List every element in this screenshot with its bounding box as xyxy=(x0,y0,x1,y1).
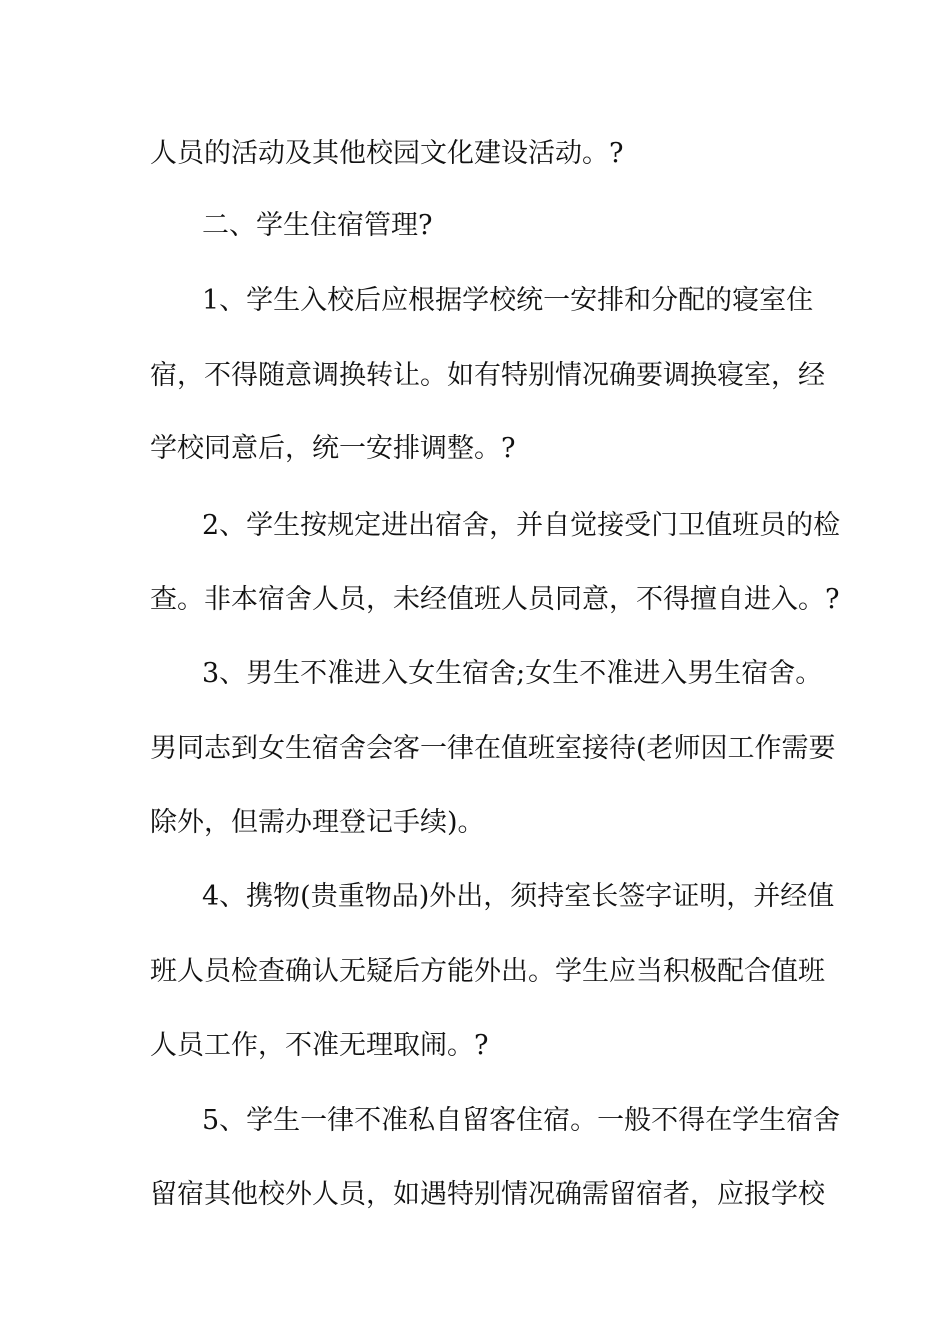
text-line: 3、男生不准进入女生宿舍;女生不准进入男生宿舍。 xyxy=(202,658,823,689)
text-line: 查。非本宿舍人员，未经值班人员同意，不得擅自进入。? xyxy=(150,584,840,615)
text-line: 男同志到女生宿舍会客一律在值班室接待(老师因工作需要 xyxy=(150,733,836,764)
text-line: 除外，但需办理登记手续)。 xyxy=(150,807,485,838)
text-line: 人员的活动及其他校园文化建设活动。? xyxy=(150,138,624,169)
text-line: 4、携物(贵重物品)外出，须持室长签字证明，并经值 xyxy=(202,881,835,912)
text-line: 1、学生入校后应根据学校统一安排和分配的寝室住 xyxy=(202,285,814,316)
text-line: 宿，不得随意调换转让。如有特别情况确要调换寝室，经 xyxy=(150,360,825,391)
section-heading: 二、学生住宿管理? xyxy=(202,210,433,241)
text-line: 学校同意后，统一安排调整。? xyxy=(150,433,516,464)
text-line: 班人员检查确认无疑后方能外出。学生应当积极配合值班 xyxy=(150,956,825,987)
text-line: 2、学生按规定进出宿舍，并自觉接受门卫值班员的检 xyxy=(202,510,841,541)
text-line: 人员工作，不准无理取闹。? xyxy=(150,1030,489,1061)
text-line: 5、学生一律不准私自留客住宿。一般不得在学生宿舍 xyxy=(202,1105,841,1136)
text-line: 留宿其他校外人员，如遇特别情况确需留宿者，应报学校 xyxy=(150,1179,825,1210)
